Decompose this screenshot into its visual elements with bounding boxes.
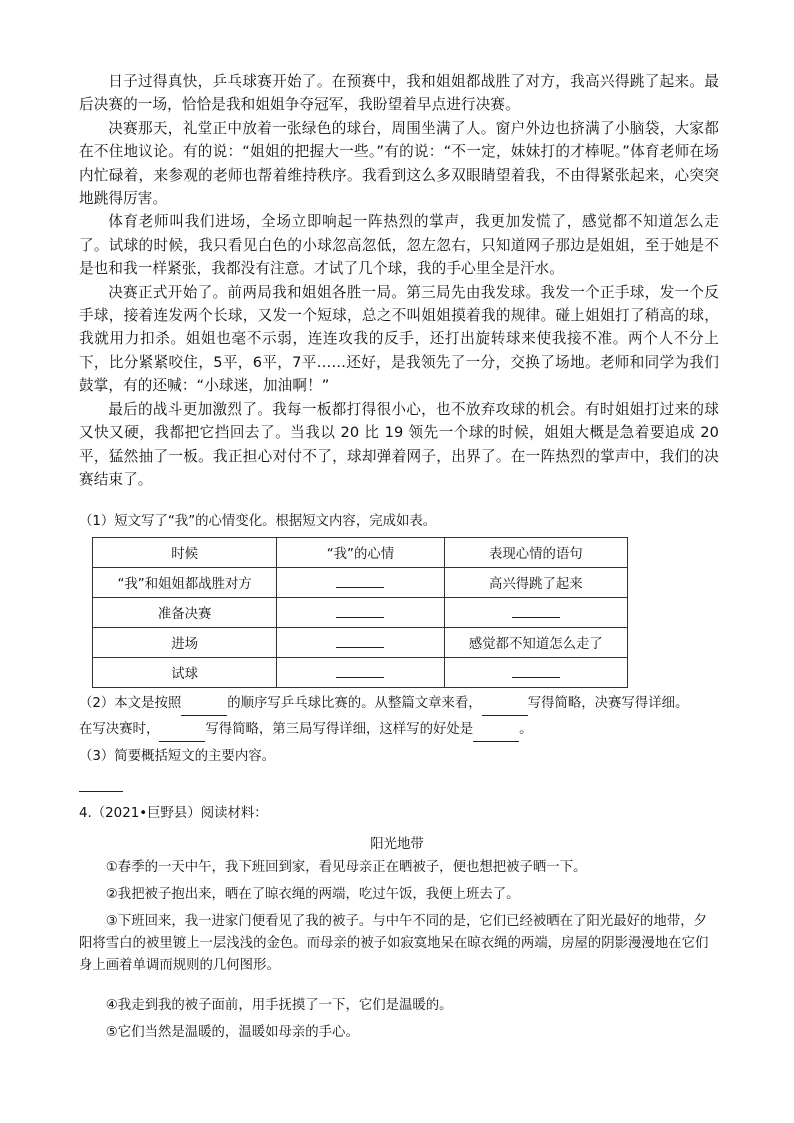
- table-row: [93, 598, 628, 628]
- table-row: [93, 628, 628, 658]
- cell-mood-blank[interactable]: [277, 568, 444, 598]
- mood-table: [92, 537, 628, 688]
- story-paragraph: 决赛正式开始了。前两局我和姐姐各胜一局。第三局先由我发球。我发一个正手球，发一个反手球，接着连发两个长球，又发一个短球，总之不叫姐姐摸着我的规律。碰上姐姐打了稍高的球，我就用力扣杀。姐姐也毫不示弱，连连攻我的反手，还打出旋转球来使我接不准。两个人不分上下，比分紧紧咬住，5平，6平，7平……还好，是我领先了一分，交换了场地。老师和同学为我们鼓掌，有的还喊：“小球迷，加油啊！”: [79, 283, 719, 395]
- cell-sentence: 高兴得跳了起来: [444, 568, 627, 598]
- passage-paragraph: ①春季的一天中午，我下班回到家，看见母亲正在晒被子，便也想把被子晒一下。: [105, 860, 587, 875]
- passage-paragraph: ④我走到我的被子面前，用手抚摸了一下，它们是温暖的。: [105, 998, 453, 1013]
- cell-mood-blank[interactable]: [277, 628, 444, 658]
- question-1-label: （1）短文写了“我”的心情变化。根据短文内容，完成如表。: [79, 514, 437, 529]
- story-paragraph: 日子过得真快，乒乓球赛开始了。在预赛中，我和姐姐都战胜了对方，我高兴得跳了起来。最后决赛的一场，恰恰是我和姐姐争夺冠军，我盼望着早点进行决赛。: [79, 73, 719, 114]
- question-2-line-1: [79, 693, 719, 716]
- header-when: 时候: [93, 538, 277, 568]
- cell-sentence: 感觉都不知道怎么走了: [444, 628, 627, 658]
- passage-title: 阳光地带: [370, 837, 424, 852]
- passage-paragraph: ③下班回来，我一进家门便看见了我的被子。与中午不同的是，它们已经被晒在了阳光最好的地带，夕阳将雪白的被里镀上一层浅浅的金色。而母亲的被子如寂寞地呆在晾衣绳的两端，房屋的阴影漫漫地在它们身上画着单调而规则的几何图形。: [79, 914, 709, 973]
- header-mood: “我”的心情: [277, 538, 444, 568]
- cell-sentence-blank[interactable]: [444, 658, 627, 688]
- q2-text: 。: [519, 722, 533, 737]
- answer-blank[interactable]: [336, 663, 384, 678]
- cell-when: 试球: [93, 658, 277, 688]
- q2-text: 写得简略，决赛写得详细。: [527, 696, 689, 711]
- question-3: （3）简要概括短文的主要内容。: [79, 749, 275, 764]
- story-text: [79, 70, 719, 491]
- story-paragraph: 最后的战斗更加激烈了。我每一板都打得很小心，也不放弃攻球的机会。有时姐姐打过来的球又快又硬，我都把它挡回去了。当我以 20 比 19 领先一个球的时候，姐姐大概是急着要追成 20 平，猛然抽了一板。我正担心对付不了，球却弹着网子，出界了。在一阵热烈的掌声中，我们的决赛结束了。: [79, 400, 719, 488]
- table-header-row: [93, 538, 628, 568]
- cell-mood-blank[interactable]: [277, 598, 444, 628]
- question-2-line-2: [79, 719, 719, 742]
- answer-blank[interactable]: [336, 573, 384, 588]
- answer-line[interactable]: [79, 791, 123, 792]
- answer-blank[interactable]: [159, 719, 205, 742]
- answer-blank[interactable]: [512, 603, 560, 618]
- passage-paragraph: ⑤它们当然是温暖的，温暖如母亲的手心。: [105, 1025, 359, 1040]
- table-row: [93, 658, 628, 688]
- problem-4-header: 4.（2021•巨野县）阅读材料：: [79, 806, 268, 821]
- cell-mood-blank[interactable]: [277, 658, 444, 688]
- header-sentence: 表现心情的语句: [444, 538, 627, 568]
- cell-when: 准备决赛: [93, 598, 277, 628]
- answer-blank[interactable]: [512, 663, 560, 678]
- answer-blank[interactable]: [181, 693, 227, 716]
- answer-blank[interactable]: [336, 633, 384, 648]
- table-row: [93, 568, 628, 598]
- passage-paragraph: ②我把被子抱出来，晒在了晾衣绳的两端，吃过午饭，我便上班去了。: [105, 887, 520, 902]
- q2-text: 的顺序写乒乓球比赛的。从整篇文章来看，: [227, 696, 482, 711]
- cell-when: 进场: [93, 628, 277, 658]
- answer-blank[interactable]: [482, 693, 528, 716]
- answer-blank[interactable]: [336, 603, 384, 618]
- story-paragraph: 决赛那天，礼堂正中放着一张绿色的球台，周围坐满了人。窗户外边也挤满了小脑袋，大家都在不住地议论。有的说：“姐姐的把握大一些。”有的说：“不一定，妹妹打的才棒呢。”体育老师在场内忙碌着，来参观的老师也帮着维持秩序。我看到这么多双眼睛望着我，不由得紧张起来，心突突地跳得厉害。: [79, 119, 719, 208]
- cell-sentence-blank[interactable]: [444, 598, 627, 628]
- story-paragraph: 体育老师叫我们进场，全场立即响起一阵热烈的掌声，我更加发慌了，感觉都不知道怎么走了。试球的时候，我只看见白色的小球忽高忽低，忽左忽右，只知道网子那边是姐姐，至于她是不是也和我一样紧张，我都没有注意。才试了几个球，我的手心里全是汗水。: [79, 213, 719, 278]
- q2-text: （2）本文是按照: [79, 696, 182, 711]
- q2-text: 写得简略，第三局写得详细，这样写的好处是: [205, 722, 474, 737]
- q2-text: 在写决赛时，: [79, 722, 160, 737]
- cell-when: “我”和姐姐都战胜对方: [93, 568, 277, 598]
- answer-blank[interactable]: [473, 719, 519, 742]
